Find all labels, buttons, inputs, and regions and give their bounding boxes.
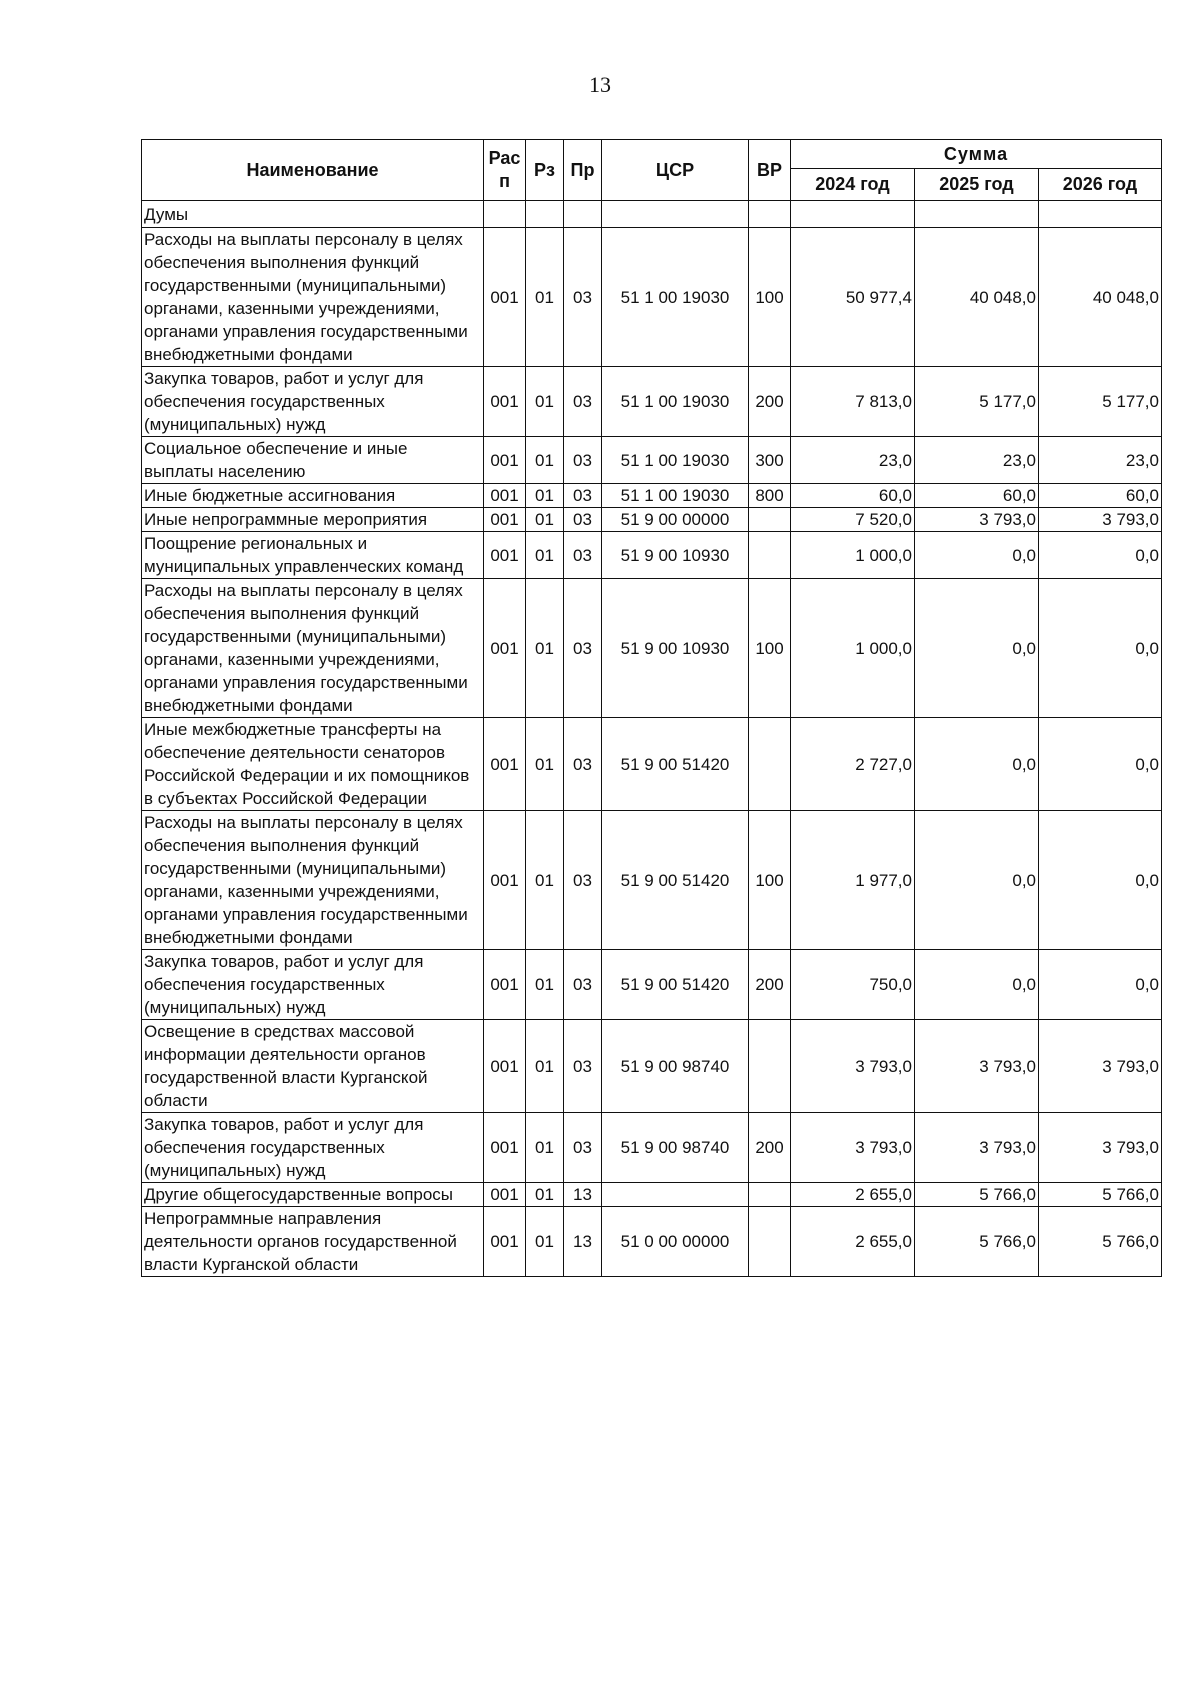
cell-2024: 23,0	[791, 437, 915, 484]
cell-pr: 03	[564, 484, 602, 508]
cell-rz: 01	[526, 811, 564, 950]
cell-rasp: 001	[484, 508, 526, 532]
cell-vr: 200	[749, 1113, 791, 1183]
table-row	[142, 950, 1162, 1020]
budget-table	[141, 139, 1162, 1277]
cell-name: Освещение в средствах массовой информации деятельности органов государственной власти Курганской области	[142, 1020, 484, 1113]
cell-csr: 51 1 00 19030	[602, 367, 749, 437]
cell-vr	[749, 508, 791, 532]
cell-2024: 7 520,0	[791, 508, 915, 532]
page-number: 13	[589, 72, 611, 97]
cell-2025: 0,0	[915, 532, 1039, 579]
cell-2024: 750,0	[791, 950, 915, 1020]
header-year-2025: 2025 год	[915, 169, 1039, 201]
cell-rasp: 001	[484, 484, 526, 508]
cell-rasp	[484, 201, 526, 228]
cell-vr: 100	[749, 228, 791, 367]
cell-2025: 40 048,0	[915, 228, 1039, 367]
cell-csr: 51 1 00 19030	[602, 484, 749, 508]
cell-rz: 01	[526, 1113, 564, 1183]
cell-pr: 03	[564, 579, 602, 718]
cell-pr: 03	[564, 437, 602, 484]
cell-name: Иные непрограммные мероприятия	[142, 508, 484, 532]
cell-rasp: 001	[484, 811, 526, 950]
cell-2024: 2 655,0	[791, 1183, 915, 1207]
cell-2024: 3 793,0	[791, 1113, 915, 1183]
cell-2024: 60,0	[791, 484, 915, 508]
cell-vr: 200	[749, 950, 791, 1020]
cell-2026: 0,0	[1039, 532, 1162, 579]
cell-rz: 01	[526, 950, 564, 1020]
cell-csr	[602, 201, 749, 228]
cell-name: Иные межбюджетные трансферты на обеспечение деятельности сенаторов Российской Федерации и их помощников в субъектах Российской Федерации	[142, 718, 484, 811]
cell-2026: 0,0	[1039, 950, 1162, 1020]
table-header	[142, 140, 1162, 201]
cell-name: Расходы на выплаты персоналу в целях обеспечения выполнения функций государственными (муниципальными) органами, казенными учреждениями, органами управления государственными внебюджетными фондами	[142, 579, 484, 718]
cell-rz: 01	[526, 1020, 564, 1113]
cell-2026: 40 048,0	[1039, 228, 1162, 367]
cell-2026: 0,0	[1039, 718, 1162, 811]
table-row	[142, 718, 1162, 811]
cell-rz: 01	[526, 1207, 564, 1277]
cell-rz: 01	[526, 1183, 564, 1207]
cell-vr: 100	[749, 579, 791, 718]
cell-vr	[749, 1020, 791, 1113]
cell-rz: 01	[526, 228, 564, 367]
cell-rasp: 001	[484, 367, 526, 437]
header-vr: ВР	[749, 140, 791, 201]
cell-rz: 01	[526, 508, 564, 532]
table-body	[142, 201, 1162, 1277]
cell-pr: 03	[564, 228, 602, 367]
cell-csr: 51 0 00 00000	[602, 1207, 749, 1277]
header-rasp: Рас п	[484, 140, 526, 201]
cell-rasp: 001	[484, 950, 526, 1020]
cell-csr: 51 9 00 10930	[602, 579, 749, 718]
cell-2024: 7 813,0	[791, 367, 915, 437]
cell-csr	[602, 1183, 749, 1207]
cell-2024: 3 793,0	[791, 1020, 915, 1113]
cell-csr: 51 1 00 19030	[602, 437, 749, 484]
cell-rz: 01	[526, 532, 564, 579]
table-row	[142, 579, 1162, 718]
table-row	[142, 437, 1162, 484]
cell-csr: 51 9 00 51420	[602, 718, 749, 811]
cell-vr	[749, 718, 791, 811]
cell-pr: 03	[564, 950, 602, 1020]
cell-name: Поощрение региональных и муниципальных управленческих команд	[142, 532, 484, 579]
cell-2024: 2 727,0	[791, 718, 915, 811]
cell-name: Социальное обеспечение и иные выплаты населению	[142, 437, 484, 484]
header-name: Наименование	[142, 140, 484, 201]
table-row	[142, 1113, 1162, 1183]
table-row	[142, 1183, 1162, 1207]
cell-pr: 13	[564, 1207, 602, 1277]
header-rz: Рз	[526, 140, 564, 201]
cell-2026: 60,0	[1039, 484, 1162, 508]
cell-vr	[749, 1207, 791, 1277]
cell-vr	[749, 201, 791, 228]
cell-pr: 03	[564, 532, 602, 579]
cell-name: Расходы на выплаты персоналу в целях обеспечения выполнения функций государственными (муниципальными) органами, казенными учреждениями, органами управления государственными внебюджетными фондами	[142, 228, 484, 367]
table-row	[142, 811, 1162, 950]
table-row	[142, 484, 1162, 508]
cell-rasp: 001	[484, 1183, 526, 1207]
cell-2024: 1 977,0	[791, 811, 915, 950]
cell-2026: 3 793,0	[1039, 508, 1162, 532]
table-row	[142, 532, 1162, 579]
cell-rasp: 001	[484, 1020, 526, 1113]
cell-2025: 5 766,0	[915, 1207, 1039, 1277]
cell-2026: 3 793,0	[1039, 1020, 1162, 1113]
cell-2025	[915, 201, 1039, 228]
cell-csr: 51 9 00 98740	[602, 1113, 749, 1183]
cell-2026: 5 177,0	[1039, 367, 1162, 437]
cell-2026: 0,0	[1039, 579, 1162, 718]
cell-csr: 51 9 00 98740	[602, 1020, 749, 1113]
cell-pr: 13	[564, 1183, 602, 1207]
cell-name: Другие общегосударственные вопросы	[142, 1183, 484, 1207]
cell-name: Расходы на выплаты персоналу в целях обеспечения выполнения функций государственными (муниципальными) органами, казенными учреждениями, органами управления государственными внебюджетными фондами	[142, 811, 484, 950]
header-year-2026: 2026 год	[1039, 169, 1162, 201]
cell-csr: 51 9 00 51420	[602, 811, 749, 950]
cell-2025: 0,0	[915, 579, 1039, 718]
cell-2025: 0,0	[915, 718, 1039, 811]
cell-2024	[791, 201, 915, 228]
cell-name: Закупка товаров, работ и услуг для обеспечения государственных (муниципальных) нужд	[142, 950, 484, 1020]
cell-2024: 1 000,0	[791, 532, 915, 579]
cell-2024: 2 655,0	[791, 1207, 915, 1277]
cell-pr: 03	[564, 718, 602, 811]
cell-name: Закупка товаров, работ и услуг для обеспечения государственных (муниципальных) нужд	[142, 1113, 484, 1183]
cell-pr: 03	[564, 1020, 602, 1113]
cell-2025: 5 177,0	[915, 367, 1039, 437]
cell-2025: 23,0	[915, 437, 1039, 484]
cell-2025: 3 793,0	[915, 508, 1039, 532]
table-row	[142, 508, 1162, 532]
cell-rz: 01	[526, 367, 564, 437]
cell-vr: 200	[749, 367, 791, 437]
cell-name: Закупка товаров, работ и услуг для обеспечения государственных (муниципальных) нужд	[142, 367, 484, 437]
cell-pr: 03	[564, 367, 602, 437]
cell-2025: 0,0	[915, 950, 1039, 1020]
cell-name: Непрограммные направления деятельности органов государственной власти Курганской области	[142, 1207, 484, 1277]
cell-rasp: 001	[484, 579, 526, 718]
cell-name: Думы	[142, 201, 484, 228]
cell-rasp: 001	[484, 437, 526, 484]
cell-pr	[564, 201, 602, 228]
cell-2026: 23,0	[1039, 437, 1162, 484]
table-row	[142, 1207, 1162, 1277]
cell-rasp: 001	[484, 1113, 526, 1183]
cell-2024: 50 977,4	[791, 228, 915, 367]
cell-csr: 51 1 00 19030	[602, 228, 749, 367]
cell-2026: 0,0	[1039, 811, 1162, 950]
cell-rz: 01	[526, 718, 564, 811]
cell-2025: 5 766,0	[915, 1183, 1039, 1207]
cell-rasp: 001	[484, 532, 526, 579]
cell-vr: 800	[749, 484, 791, 508]
cell-csr: 51 9 00 00000	[602, 508, 749, 532]
table-row	[142, 228, 1162, 367]
header-year-2024: 2024 год	[791, 169, 915, 201]
cell-2025: 60,0	[915, 484, 1039, 508]
cell-pr: 03	[564, 508, 602, 532]
cell-vr	[749, 1183, 791, 1207]
cell-2026: 5 766,0	[1039, 1207, 1162, 1277]
cell-csr: 51 9 00 51420	[602, 950, 749, 1020]
cell-2026: 3 793,0	[1039, 1113, 1162, 1183]
cell-rz: 01	[526, 437, 564, 484]
cell-vr: 300	[749, 437, 791, 484]
cell-2025: 3 793,0	[915, 1113, 1039, 1183]
cell-pr: 03	[564, 811, 602, 950]
cell-2026	[1039, 201, 1162, 228]
cell-vr	[749, 532, 791, 579]
cell-2026: 5 766,0	[1039, 1183, 1162, 1207]
cell-rasp: 001	[484, 718, 526, 811]
table-row	[142, 1020, 1162, 1113]
cell-rz: 01	[526, 484, 564, 508]
header-sum: Сумма	[791, 140, 1162, 169]
cell-rz	[526, 201, 564, 228]
cell-rasp: 001	[484, 1207, 526, 1277]
cell-pr: 03	[564, 1113, 602, 1183]
cell-2024: 1 000,0	[791, 579, 915, 718]
cell-rasp: 001	[484, 228, 526, 367]
header-pr: Пр	[564, 140, 602, 201]
table-row	[142, 201, 1162, 228]
cell-2025: 3 793,0	[915, 1020, 1039, 1113]
cell-vr: 100	[749, 811, 791, 950]
header-csr: ЦСР	[602, 140, 749, 201]
cell-rz: 01	[526, 579, 564, 718]
cell-csr: 51 9 00 10930	[602, 532, 749, 579]
cell-2025: 0,0	[915, 811, 1039, 950]
cell-name: Иные бюджетные ассигнования	[142, 484, 484, 508]
table-row	[142, 367, 1162, 437]
